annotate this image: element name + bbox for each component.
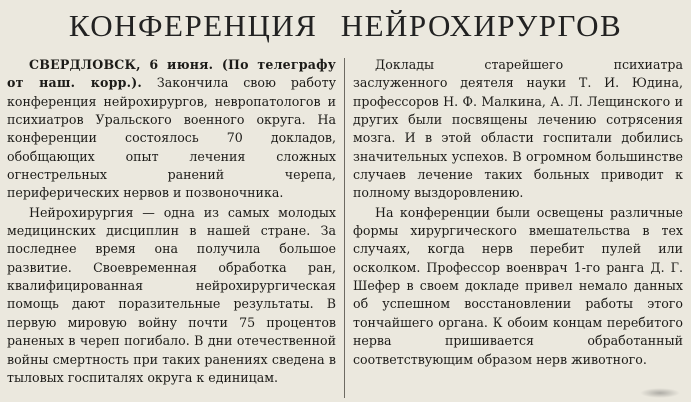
column-divider [344, 58, 345, 398]
lead-paragraph-text: Закончила свою работу конференция нейрохирургов, невропатологов и психиатров Уральского военного округа. На конференции состоялось 70 докладов, обобщающих опыт лечения сложных огнестрельных ранений черепа, периферических нервов и позвоночника. [7, 75, 336, 201]
dateline: СВЕРДЛОВСК, 6 июня. (По телеграфу от наш. корр.). [7, 57, 336, 91]
right-column [353, 56, 683, 369]
headline: КОНФЕРЕНЦИЯ НЕЙРОХИРУРГОВ [68, 8, 623, 43]
paragraph-nerve-surgery: На конференции были освещены различные формы хирургического вмешательства в тех случаях, когда нерв перебит пулей или осколком. Профессор военврач 1-го ранга Д. Г. Шефер в своем докладе привел немало данных об успешном восстановлении работы этого тончайшего органа. К обоим концам перебитого нерва пришивается обработанный соответствующим образом нерв животного. [353, 204, 683, 367]
left-column [7, 56, 336, 387]
lead-paragraph [7, 56, 336, 203]
paragraph-neurosurgery: Нейрохирургия — одна из самых молодых медицинских дисциплин в нашей стране. За последнее время она получила большое развитие. Своевременная обработка ран, квалифицированная нейрохирургическая помощь дают поразительные результаты. В первую мировую войну почти 75 процентов раненых в череп погибало. В дни отечественной войны смертность при таких ранениях сведена в тыловых госпиталях округа к единицам. [7, 204, 336, 385]
print-smudge [640, 388, 680, 398]
paragraph-reports: Доклады старейшего психиатра заслуженного деятеля науки Т. И. Юдина, профессоров Н. Ф. Малкина, А. Л. Лещинского и других были посвящены лечению сотрясения мозга. И в этой области госпитали добились значительных успехов. В огромном большинстве случаев лечение таких больных приводит к полному выздоровлению. [353, 57, 683, 201]
